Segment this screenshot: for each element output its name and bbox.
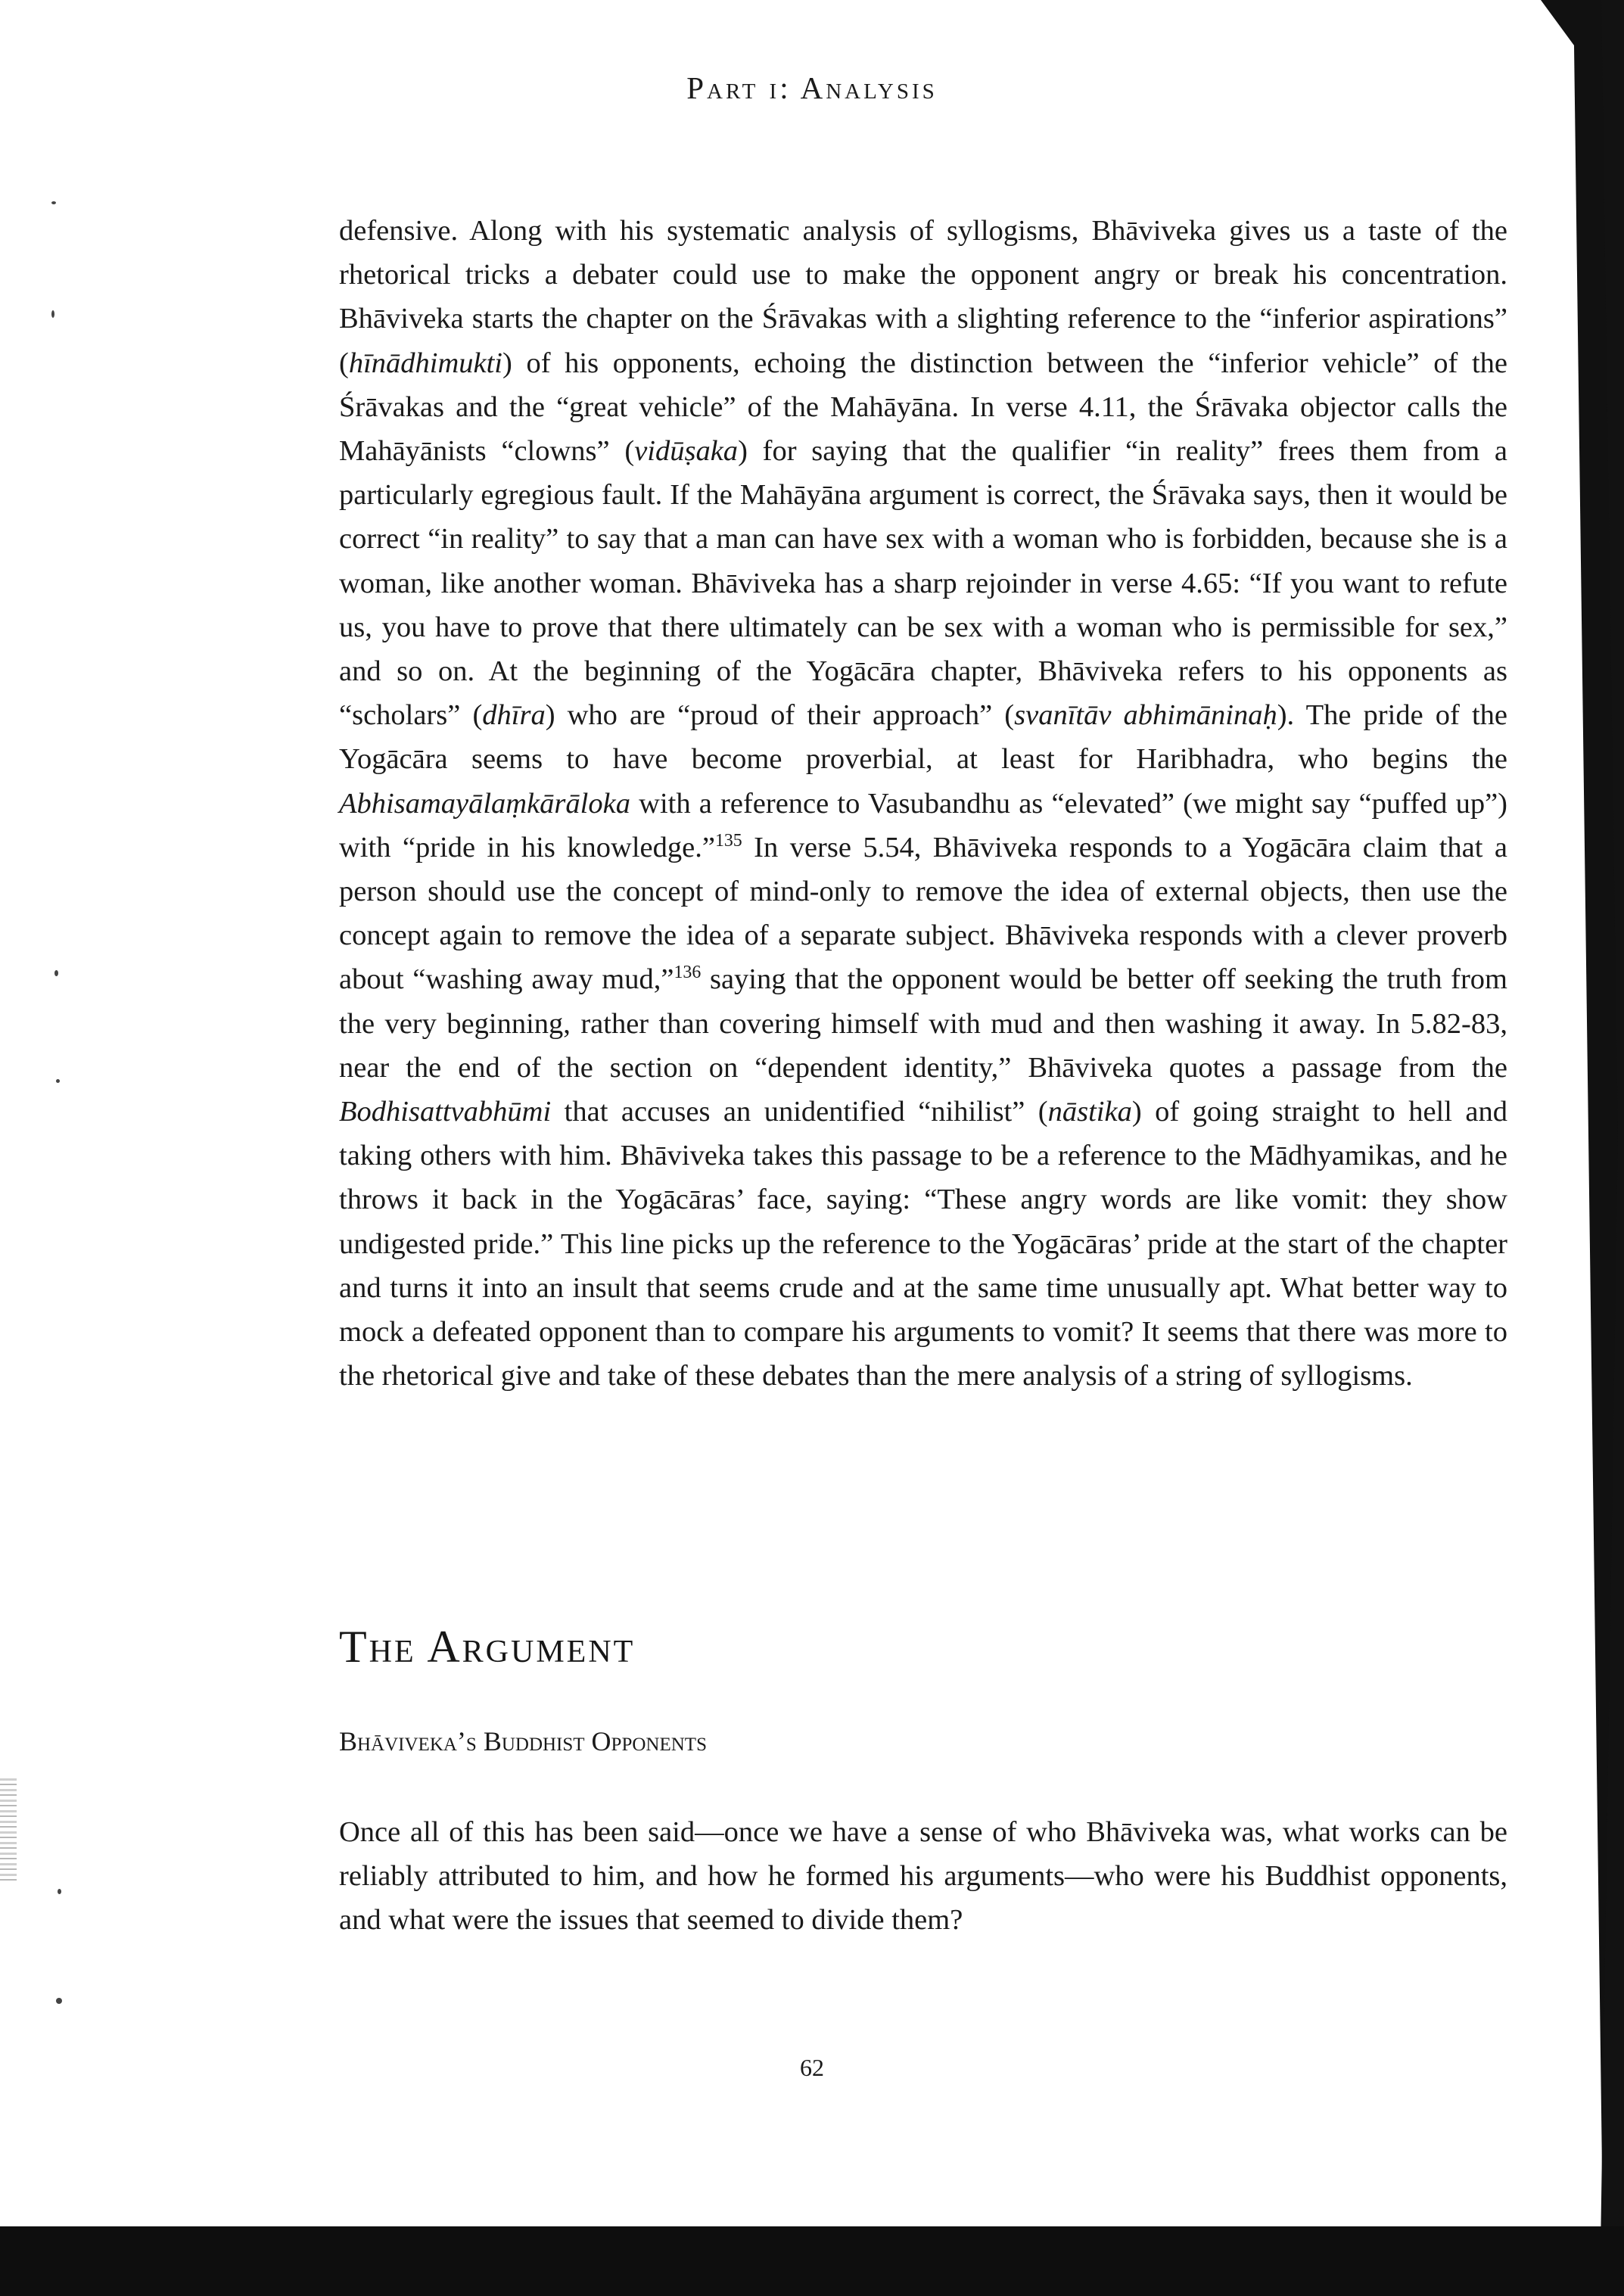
text-segment: that accuses an unidentified “nihilist” ( — [551, 1096, 1048, 1128]
scan-speck — [51, 310, 54, 318]
body-paragraph — [339, 209, 1507, 1398]
text-segment: defensive. Along with his systematic analysis of syllogisms, Bhāviveka gives us a taste of the rhetorical tricks a debater could use to make the opponent angry or break his concentration. Bhāviveka starts the chapter on the Śrāvakas with a slighting reference to the “inferior aspirations” ( — [339, 215, 1507, 379]
section-heading: The Argument — [339, 1622, 636, 1672]
subsection-heading: Bhāviveka’s Buddhist Opponents — [339, 1726, 707, 1756]
scan-speck — [56, 1079, 60, 1083]
scan-speck — [51, 201, 56, 204]
text-segment: In verse 5.54, Bhāviveka responds to a Yogācāra claim that a person should use the concept of mind-only to remove the idea of external objects, then use the concept again to remove the idea of a separate subject. Bhāviveka responds with a clever proverb about “washing away mud,” — [339, 831, 1507, 996]
work-title: Bodhisattvabhūmi — [339, 1096, 552, 1128]
closing-paragraph — [339, 1810, 1507, 1943]
sanskrit-term: dhīra — [482, 699, 546, 732]
text-segment: with a reference to Vasubandhu as “elevated” (we might say “puffed up”) with “pride in his knowledge.” — [339, 787, 1507, 863]
text-segment: ) of his opponents, echoing the distinction between the “inferior vehicle” of the Śrāvakas and the “great vehicle” of the Mahāyāna. In verse 4.11, the Śrāvaka objector calls the Mahāyānists “clowns” ( — [339, 347, 1507, 468]
footnote-marker: 136 — [674, 963, 702, 983]
text-segment: ) for saying that the qualifier “in reality” frees them from a particularly egregious fault. If the Mahāyāna argument is correct, the Śrāvaka says, then it would be correct “in reality” to say that a man can have sex with a woman who is forbidden, because she is a woman, like another woman. Bhāviveka has a sharp rejoinder in verse 4.65: “If you want to refute us, you have to prove that there ultimately can be sex with a woman who is permissible for sex,” and so on. At the beginning of the Yogācāra chapter, Bhāviveka refers to his opponents as “scholars” ( — [339, 435, 1507, 732]
sanskrit-term: vidūṣaka — [634, 435, 739, 468]
footnote-marker: 135 — [714, 831, 742, 851]
binding-edge-noise — [0, 1778, 17, 1884]
sanskrit-term: svanītāv abhimāninaḥ — [1014, 699, 1277, 732]
text-segment: ) of going straight to hell and taking others with him. Bhāviveka takes this passage to be a reference to the Mādhyamikas, and he throws it back in the Yogācāras’ face, saying: “These angry words are like vomit: they show undigested pride.” This line picks up the reference to the Yogācāras’ pride at the start of the chapter and turns it into an insult that seems crude and at the same time unusually apt. What better way to mock a defeated opponent than to compare his arguments to vomit? It seems that there was more to the rhetorical give and take of these debates than the mere analysis of a string of syllogisms. — [339, 1096, 1507, 1392]
sanskrit-term: nāstika — [1047, 1096, 1132, 1128]
closing-text: Once all of this has been said—once we have a sense of who Bhāviveka was, what works can be reliably attributed to him, and how he formed his arguments—who were his Buddhist opponents, and what were the issues that seemed to divide them? — [339, 1816, 1507, 1937]
text-segment: saying that the opponent would be better off seeking the truth from the very beginning, rather than covering himself with mud and then washing it away. In 5.82-83, near the end of the section on “dependent identity,” Bhāviveka quotes a passage from the — [339, 963, 1507, 1084]
scan-speck — [58, 1889, 61, 1894]
page-number: 62 — [800, 2054, 824, 2081]
work-title: Abhisamayālaṃkārāloka — [339, 787, 630, 820]
text-segment: ). The pride of the Yogācāra seems to have become proverbial, at least for Haribhadra, who begins the — [339, 699, 1507, 776]
scan-shadow-bottom — [0, 2226, 1624, 2296]
text-segment: ) who are “proud of their approach” ( — [545, 699, 1015, 732]
running-head: Part i: Analysis — [686, 70, 938, 105]
sanskrit-term: hīnādhimukti — [348, 347, 503, 379]
scan-speck — [54, 970, 58, 976]
scan-speck — [56, 1998, 62, 2004]
